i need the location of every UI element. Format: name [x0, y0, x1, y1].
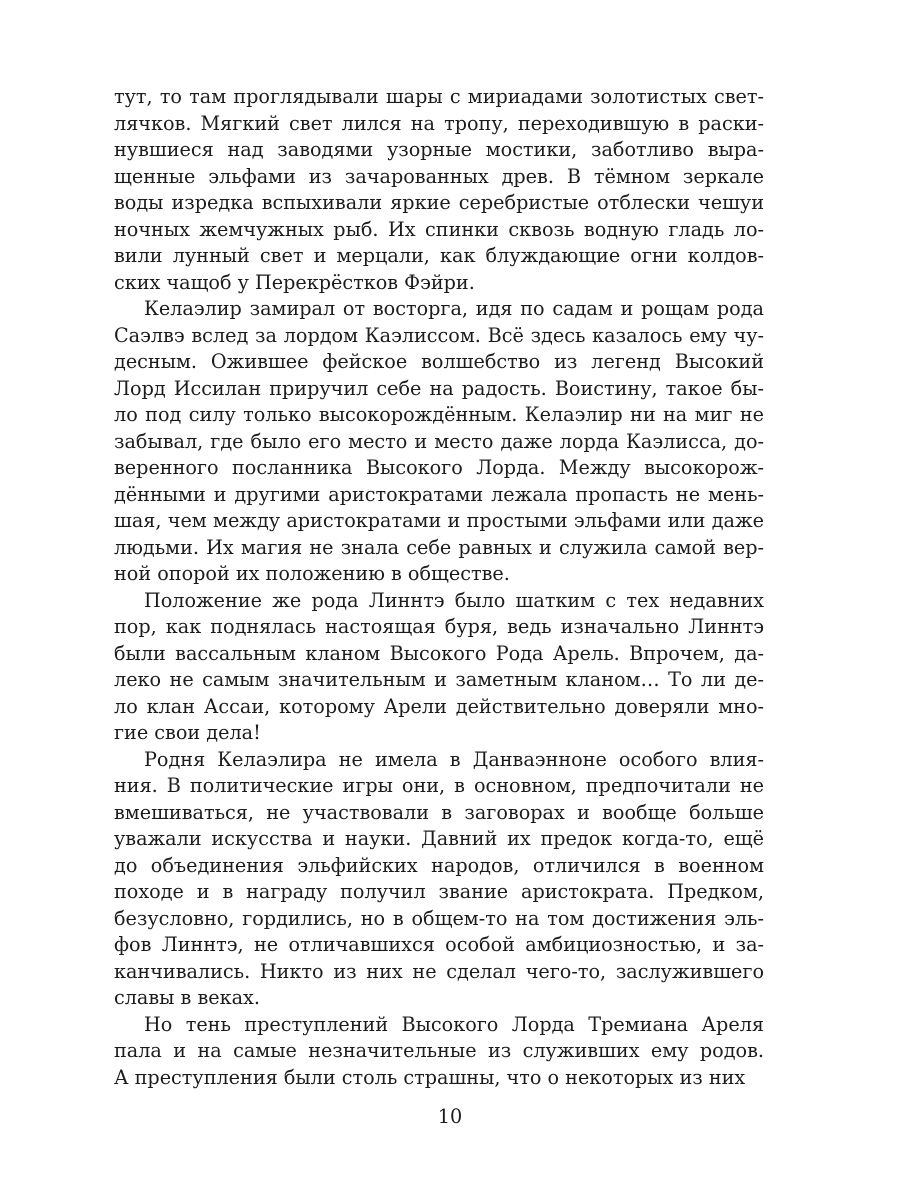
- text-line: Родня Келаэлира не имела в Данваэнноне особого влия-: [144, 747, 764, 771]
- paragraph: [114, 1012, 764, 1092]
- text-line: вмешиваться, не участвовали в заговорах и вообще больше: [114, 800, 764, 824]
- text-line: ло клан Ассаи, которому Арели действительно доверяли мно-: [114, 694, 764, 718]
- text-line: ной опорой их положению в обществе.: [114, 562, 510, 585]
- text-line: щенные эльфами из зачарованных древ. В тёмном зеркале: [114, 164, 764, 188]
- text-line: пала и на самые незначительные из служивших ему родов.: [114, 1039, 764, 1062]
- text-line: ло под силу только высокорождённым. Келаэлир ни на миг не: [114, 403, 764, 426]
- text-line: до объединения эльфийских народов, отличился в военном: [114, 853, 764, 877]
- text-line: забывал, где было его место и место даже лорда Каэлисса, до-: [114, 429, 764, 453]
- text-line: ния. В политические игры они, в основном, предпочитали не: [114, 774, 764, 797]
- text-line: ночных жемчужных рыб. Их спинки сквозь водную гладь ло-: [114, 217, 764, 241]
- text-line: дёнными и другими аристократами лежала пропасть не мень-: [114, 482, 764, 506]
- text-line: воды изредка вспыхивали яркие серебристые отблески чешуи: [114, 191, 764, 214]
- paragraph: [114, 588, 764, 747]
- text-line: Саэлвэ вслед за лордом Каэлиссом. Всё здесь казалось ему чу-: [114, 323, 764, 347]
- text-line: Келаэлир замирал от восторга, идя по садам и рощам рода: [144, 297, 764, 320]
- text-line: гие свои дела!: [114, 721, 261, 744]
- body-text: [114, 84, 764, 1091]
- text-line: безусловно, гордились, но в общем-то на том достижения эль-: [114, 906, 764, 930]
- text-line: славы в веках.: [114, 986, 260, 1009]
- text-line: уважали искусства и науки. Давний их предок когда-то, ещё: [114, 827, 764, 850]
- text-line: Положение же рода Линнтэ было шатким с тех недавних: [144, 588, 764, 612]
- text-line: тут, то там проглядывали шары с мириадами золотистых свет-: [114, 85, 764, 108]
- text-line: Но тень преступлений Высокого Лорда Тремиана Ареля: [144, 1012, 764, 1036]
- text-line: десным. Ожившее фейское волшебство из легенд Высокий: [114, 350, 764, 373]
- text-line: нувшиеся над заводями узорные мостики, заботливо выра-: [114, 138, 764, 161]
- paragraph: [114, 747, 764, 1012]
- text-line: леко не самым значительным и заметным кланом… То ли де-: [114, 668, 764, 691]
- text-line: были вассальным кланом Высокого Рода Арель. Впрочем, да-: [114, 641, 764, 665]
- paragraph: [114, 296, 764, 588]
- text-line: канчивались. Никто из них не сделал чего-то, заслужившего: [114, 959, 764, 983]
- text-line: пор, как поднялась настоящая буря, ведь изначально Линнтэ: [114, 615, 764, 638]
- paragraph: [114, 84, 764, 296]
- text-line: фов Линнтэ, не отличавшихся особой амбициозностью, и за-: [114, 933, 764, 956]
- text-line: шая, чем между аристократами и простыми эльфами или даже: [114, 509, 764, 532]
- text-line: веренного посланника Высокого Лорда. Между высокорож-: [114, 456, 764, 479]
- text-line: А преступления были столь страшны, что о некоторых из них: [114, 1065, 746, 1089]
- text-line: лячков. Мягкий свет лился на тропу, переходившую в раски-: [114, 111, 764, 135]
- text-line: ских чащоб у Перекрёстков Фэйри.: [114, 270, 475, 294]
- text-line: людьми. Их магия не знала себе равных и служила самой вер-: [114, 535, 764, 559]
- text-line: вили лунный свет и мерцали, как блуждающие огни колдов-: [114, 244, 764, 267]
- text-line: походе и в награду получил звание аристократа. Предком,: [114, 880, 764, 903]
- text-line: Лорд Иссилан приручил себе на радость. Воистину, такое бы-: [114, 376, 764, 400]
- page-number: 10: [437, 1105, 463, 1128]
